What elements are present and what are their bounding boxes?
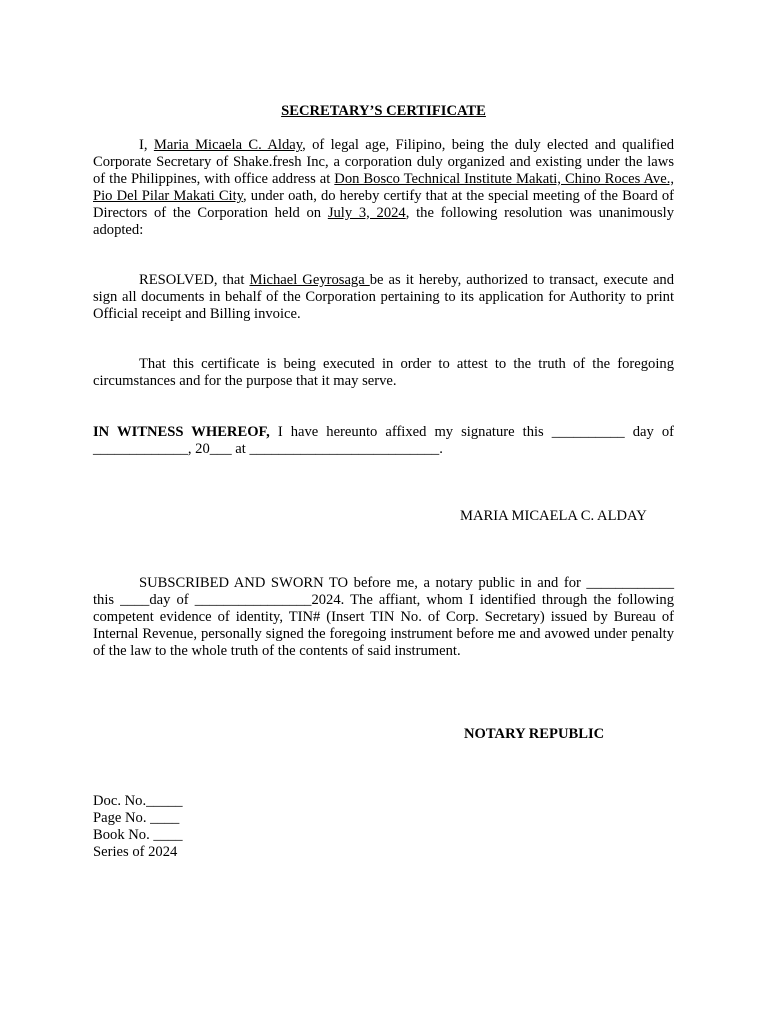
intro-text-2: , of legal age, Filipino, being the duly elected and qualified Corporate Secretary of Shake.fresh Inc, a corporation duly organized and existing under the laws of the Philippines, with office address at: [93, 137, 674, 187]
intro-paragraph: [93, 137, 674, 238]
secretary-name: Maria Micaela C. Alday: [153, 137, 303, 153]
resolution-text-2: be as it hereby, authorized to transact, execute and sign all documents in behalf of the Corporation pertaining to its application for Authority to print Official receipt and Billing invoice.: [93, 272, 675, 322]
meeting-date: July 3, 2024: [327, 204, 406, 221]
resolution-paragraph: [93, 272, 674, 323]
signer-name: MARIA MICAELA C. ALDAY: [460, 508, 647, 524]
notary-label: NOTARY REPUBLIC: [464, 726, 605, 742]
jurat-paragraph: SUBSCRIBED AND SWORN TO before me, a notary public in and for ____________ this ____day of ________________2024. The affiant, whom I identified through the following competent evidence of identity, TIN# (Insert TIN No. of Corp. Secretary) issued by Bureau of Internal Revenue, personally signed the foregoing instrument before me and avowed under penalty of the law to the whole truth of the contents of said instrument.: [93, 575, 674, 659]
series-line: Series of 2024: [93, 843, 178, 860]
intro-text-4: , the following resolution was unanimously adopted:: [93, 204, 675, 238]
intro-text-1: I,: [139, 137, 154, 153]
resolution-text-1: RESOLVED, that: [139, 272, 250, 288]
book-number-line: Book No. ____: [93, 826, 183, 843]
witness-text: I have hereunto affixed my signature this __________ day of _____________, 20___ at __________________________.: [93, 424, 675, 457]
attestation-paragraph: That this certificate is being executed in order to attest to the truth of the foregoing circumstances and for the purpose that it may serve.: [93, 356, 674, 389]
intro-text-3: , under oath, do hereby certify that at the special meeting of the Board of Directors of the Corporation held on: [93, 187, 675, 221]
document-title: SECRETARY’S CERTIFICATE: [281, 103, 486, 119]
page-number-line: Page No. ____: [93, 809, 180, 826]
doc-number-line: Doc. No._____: [93, 793, 183, 809]
authorized-person: Michael Geyrosaga: [249, 272, 370, 288]
document-page: [93, 0, 674, 1024]
notarial-register-entries: [93, 793, 183, 861]
witness-paragraph: [93, 424, 674, 458]
witness-lead: IN WITNESS WHEREOF,: [93, 424, 270, 440]
office-address: Don Bosco Technical Institute Makati, Chino Roces Ave., Pio Del Pilar Makati City: [93, 170, 675, 204]
